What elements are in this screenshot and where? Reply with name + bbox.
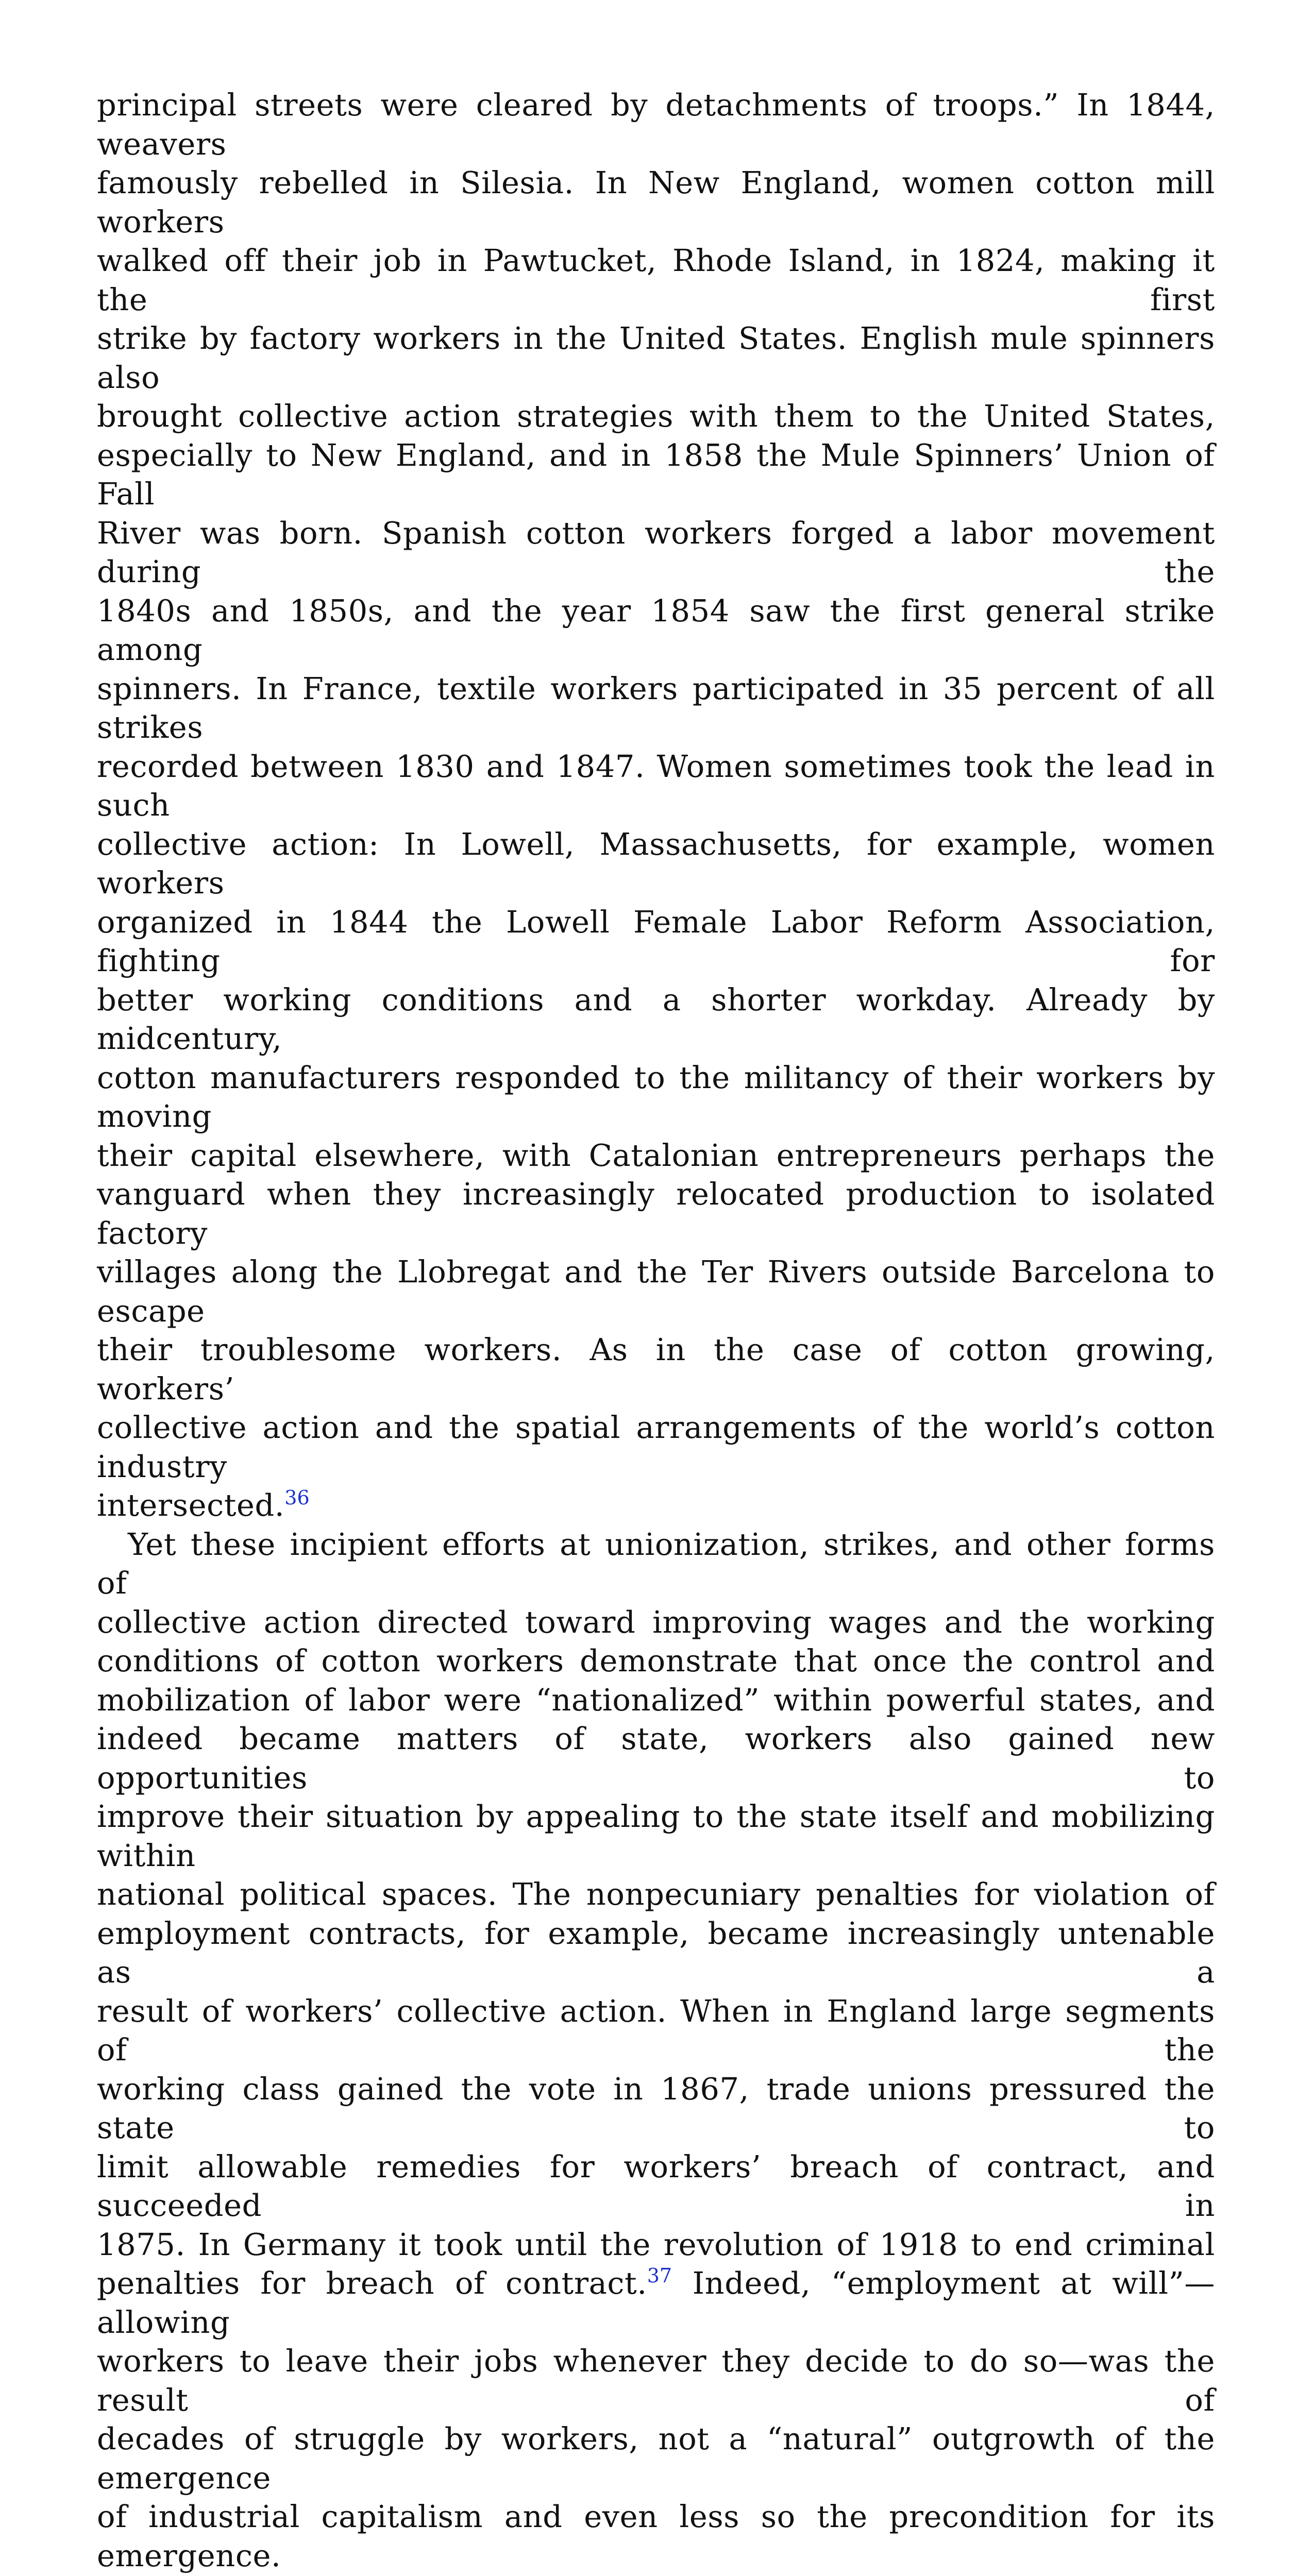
- text-line: strike by factory workers in the United States. English mule spinners also: [97, 319, 1215, 397]
- text-line: villages along the Llobregat and the Ter Rivers outside Barcelona to escape: [97, 1252, 1215, 1330]
- text-fragment: intersected.: [97, 1487, 284, 1523]
- text-line: conditions of cotton workers demonstrate that once the control and: [97, 1641, 1215, 1681]
- text-line-with-footnote: [97, 2264, 1215, 2342]
- text-line: Yet these incipient efforts at unionization, strikes, and other forms of: [97, 1525, 1215, 1603]
- text-line: 1875. In Germany it took until the revolution of 1918 to end criminal: [97, 2225, 1215, 2264]
- text-line: 1840s and 1850s, and the year 1854 saw the first general strike among: [97, 591, 1215, 669]
- body-text: [97, 86, 1215, 2576]
- text-line: collective action and the spatial arrangements of the world’s cotton industry: [97, 1408, 1215, 1486]
- text-line: result of workers’ collective action. When in England large segments of the: [97, 1992, 1215, 2070]
- text-line: [97, 2575, 1215, 2576]
- text-fragment: Indeed, “employment at will”—allowing: [97, 2265, 1215, 2340]
- text-line: their capital elsewhere, with Catalonian entrepreneurs perhaps the: [97, 1136, 1215, 1175]
- text-line: decades of struggle by workers, not a “natural” outgrowth of the emergence: [97, 2419, 1215, 2497]
- text-line: River was born. Spanish cotton workers forged a labor movement during the: [97, 514, 1215, 591]
- text-line: indeed became matters of state, workers also gained new opportunities to: [97, 1719, 1215, 1797]
- paragraph-2: [97, 1525, 1215, 2576]
- text-line: vanguard when they increasingly relocated production to isolated factory: [97, 1175, 1215, 1252]
- text-line-last: [97, 1486, 1215, 1525]
- text-line: better working conditions and a shorter workday. Already by midcentury,: [97, 980, 1215, 1058]
- text-line: famously rebelled in Silesia. In New England, women cotton mill workers: [97, 163, 1215, 241]
- text-line: brought collective action strategies with them to the United States,: [97, 397, 1215, 436]
- text-line: recorded between 1830 and 1847. Women sometimes took the lead in such: [97, 747, 1215, 825]
- text-line: walked off their job in Pawtucket, Rhode Island, in 1824, making it the first: [97, 241, 1215, 319]
- paragraph-1: [97, 86, 1215, 1525]
- text-line: principal streets were cleared by detachments of troops.” In 1844, weavers: [97, 86, 1215, 163]
- text-line: collective action directed toward improving wages and the working: [97, 1603, 1215, 1642]
- text-line: organized in 1844 the Lowell Female Labor Reform Association, fighting for: [97, 903, 1215, 980]
- text-line: improve their situation by appealing to the state itself and mobilizing within: [97, 1797, 1215, 1875]
- footnote-link-36[interactable]: 36: [284, 1486, 309, 1509]
- text-line: spinners. In France, textile workers participated in 35 percent of all strikes: [97, 669, 1215, 747]
- text-line: working class gained the vote in 1867, trade unions pressured the state to: [97, 2070, 1215, 2147]
- text-line: of industrial capitalism and even less so the precondition for its emergence.: [97, 2497, 1215, 2575]
- footnote-link-37[interactable]: 37: [647, 2264, 672, 2287]
- text-line: collective action: In Lowell, Massachusetts, for example, women workers: [97, 825, 1215, 903]
- text-line: national political spaces. The nonpecuniary penalties for violation of: [97, 1875, 1215, 1914]
- text-line: their troublesome workers. As in the case of cotton growing, workers’: [97, 1330, 1215, 1408]
- text-line: cotton manufacturers responded to the militancy of their workers by moving: [97, 1058, 1215, 1136]
- text-line: limit allowable remedies for workers’ breach of contract, and succeeded in: [97, 2147, 1215, 2225]
- text-fragment: penalties for breach of contract.: [97, 2265, 647, 2301]
- text-line: especially to New England, and in 1858 the Mule Spinners’ Union of Fall: [97, 436, 1215, 514]
- text-line: employment contracts, for example, became increasingly untenable as a: [97, 1914, 1215, 1992]
- text-line: mobilization of labor were “nationalized” within powerful states, and: [97, 1681, 1215, 1720]
- text-line: workers to leave their jobs whenever they decide to do so—was the result of: [97, 2342, 1215, 2419]
